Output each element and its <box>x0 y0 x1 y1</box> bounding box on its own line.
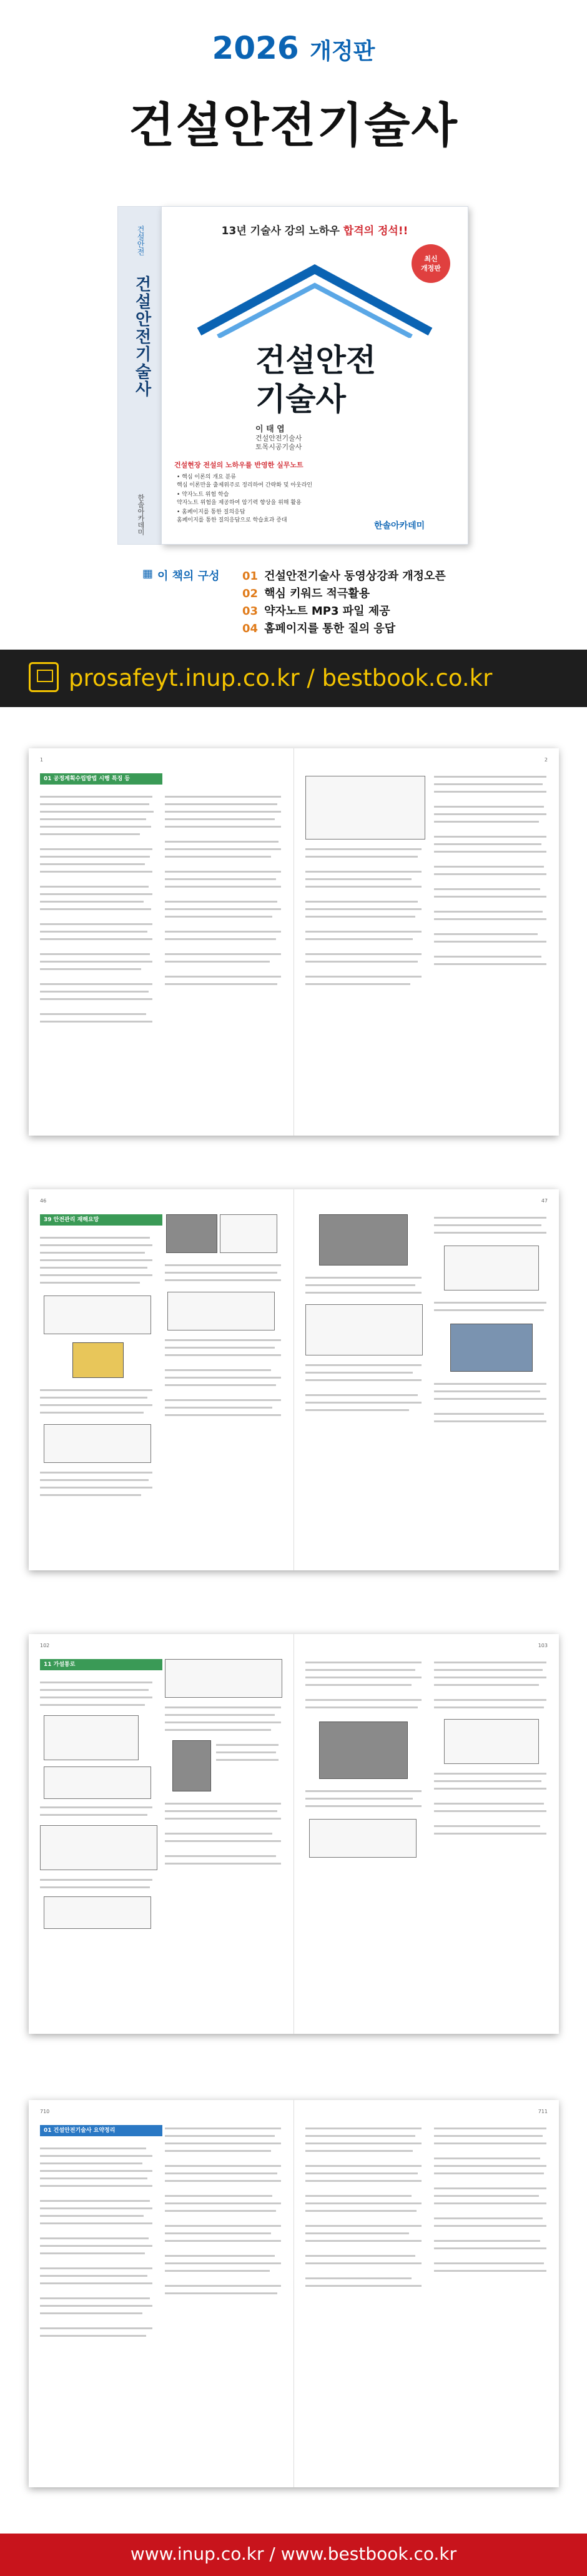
cover-publisher: 한솔아카데미 <box>374 521 425 531</box>
author-info2: 토목시공기술사 <box>255 443 302 451</box>
photo-figure <box>72 1342 124 1378</box>
data-table <box>40 1825 157 1870</box>
grid-icon: ▦ <box>142 567 154 580</box>
feature-item: 02 핵심 키워드 적극활용 <box>242 587 370 600</box>
sample-spread <box>29 748 558 1136</box>
feature-item: 01 건설안전기술사 동영상강좌 개정오픈 <box>242 570 446 583</box>
cover-author <box>255 425 302 452</box>
cover-subtitle-highlight: 합격의 정석!! <box>343 225 408 237</box>
diagram-figure <box>44 1896 151 1929</box>
sample-page-left <box>29 1634 294 2034</box>
features-label: 이 책의 구성 <box>157 570 220 583</box>
section-header: 11 가설통로 <box>40 1659 162 1670</box>
diagram-figure <box>167 1292 275 1330</box>
photo-figure <box>319 1721 408 1779</box>
page-title: 건설안전기술사 <box>129 97 458 153</box>
cover-tagline: 건설현장 전설의 노하우를 반영한 실무노트 <box>174 461 303 469</box>
diagram-figure <box>44 1715 139 1760</box>
url-banner-text[interactable]: prosafeyt.inup.co.kr / bestbook.co.kr <box>69 665 493 691</box>
page-number: 103 <box>538 1643 548 1648</box>
sample-page-right <box>294 1189 559 1570</box>
sample-spread <box>29 2100 558 2487</box>
section-header: 01 공정계획수립방법 시행 특징 등 <box>40 773 162 785</box>
photo-figure <box>166 1214 217 1253</box>
cover-title-line2: 기술사 <box>255 381 346 417</box>
sample-page-right <box>294 748 559 1136</box>
diagram-figure <box>444 1719 539 1764</box>
diagram-figure <box>44 1766 151 1799</box>
sample-page-right <box>294 1634 559 2034</box>
photo-figure <box>319 1214 408 1266</box>
cover-bullet: 약자노트 위험을 제공하여 암기력 향상을 위해 활용 <box>177 500 302 506</box>
page-number: 710 <box>40 2109 50 2114</box>
data-table <box>305 1304 423 1355</box>
cover-bullet: • 약자노트 위험 학습 <box>177 492 229 498</box>
author-info1: 건설안전기술사 <box>255 434 302 442</box>
footer-url-text[interactable]: www.inup.co.kr / www.bestbook.co.kr <box>130 2544 457 2564</box>
spine-publisher: 한솔아카데미 <box>137 494 145 535</box>
page-number: 2 <box>544 757 548 763</box>
cover-bullet: 홈페이지를 통한 질의응답으로 학습효과 증대 <box>177 517 287 523</box>
photo-figure <box>450 1324 533 1372</box>
section-header: 39 안전관리 재해요망 <box>40 1214 162 1226</box>
sample-spread <box>29 1634 558 2034</box>
diagram-figure <box>44 1295 151 1334</box>
diagram-figure <box>309 1819 417 1858</box>
photo-figure <box>172 1740 211 1791</box>
page-number: 46 <box>40 1198 47 1204</box>
diagram-figure <box>444 1246 539 1290</box>
diagram-figure <box>44 1424 151 1463</box>
cover-subtitle-prefix: 13년 기술사 강의 노하우 <box>221 225 343 237</box>
spine-title: 건설안전기술사 <box>132 275 151 398</box>
cover-subtitle <box>162 222 468 237</box>
sample-spread <box>29 1189 558 1570</box>
section-header: 01 건설안전기술사 요약정리 <box>40 2125 162 2136</box>
cover-bullet: 핵심 이론만을 출제위주로 정리하여 간략화 및 아웃라인 <box>177 482 313 488</box>
page-number: 102 <box>40 1643 50 1648</box>
sample-page-right <box>294 2100 559 2487</box>
book-spine <box>117 206 164 545</box>
sample-page-left <box>29 1189 294 1570</box>
sample-page-left <box>29 2100 294 2487</box>
cover-bullet: • 홈페이지를 통한 질의응답 <box>177 509 245 515</box>
edition-year: 2026 <box>212 30 299 66</box>
data-table <box>305 776 425 840</box>
author-name: 이 태 엽 <box>255 425 285 434</box>
page-number: 711 <box>538 2109 548 2114</box>
badge-line2: 개정판 <box>421 264 441 272</box>
roof-graphic-icon <box>162 263 468 338</box>
badge-line1: 최신 <box>424 255 438 263</box>
cover-title <box>255 341 376 419</box>
cover-bullet: • 핵심 이론의 개요 분류 <box>177 474 236 480</box>
edition-heading <box>0 30 587 66</box>
book-cover <box>161 206 468 545</box>
data-table <box>165 1659 282 1698</box>
page-number: 1 <box>40 757 44 763</box>
feature-item: 04 홈페이지를 통한 질의 응답 <box>242 622 396 635</box>
diagram-figure <box>220 1214 277 1253</box>
sample-page-left <box>29 748 294 1136</box>
cover-title-line1: 건설안전 <box>255 342 377 379</box>
monitor-icon <box>29 662 59 692</box>
page-number: 47 <box>541 1198 548 1204</box>
spine-top-label: 건설안전 <box>136 225 145 255</box>
edition-label: 개정판 <box>310 39 375 64</box>
feature-item: 03 약자노트 MP3 파일 제공 <box>242 605 390 618</box>
